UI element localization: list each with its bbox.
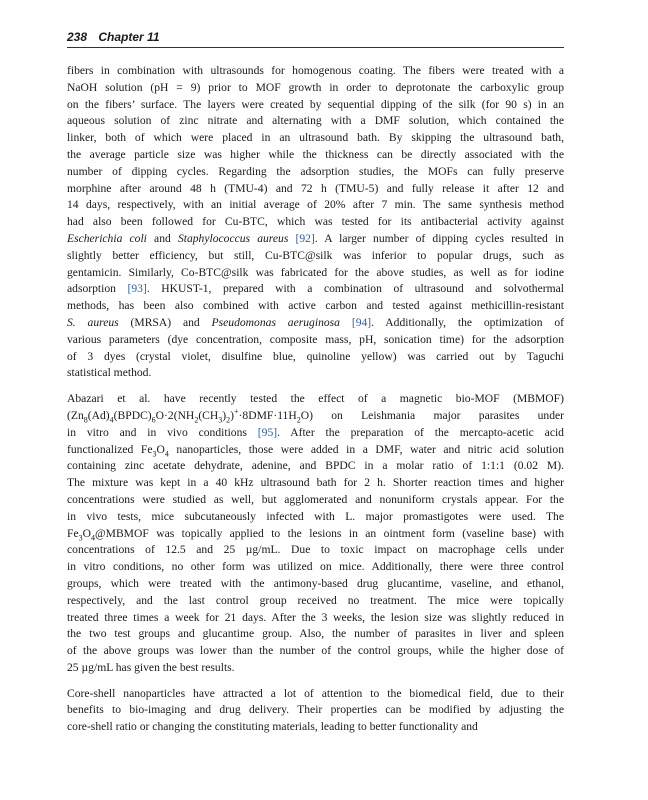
text-line — [67, 593, 564, 610]
text-line — [67, 281, 564, 298]
text-segment: $Fe_3O_4@MBMOF$ was topically applied to the lesions in an ointment form (vaseline base) with — [67, 526, 564, 542]
text-segment: the average particle size was higher while the thickness can be directly associated with the — [67, 147, 564, 161]
text-segment: on the fibers’ surface. The layers were created by sequential dipping of the silk (for 90 s) in an — [67, 97, 564, 111]
text-line — [67, 214, 564, 231]
text-segment: benefits to bio-imaging and drug delivery. Their properties can be modified by adjusting the — [67, 703, 564, 717]
text-segment: 14 days, respectively, with an initial average of 20% after 7 min. The same synthesis method — [67, 198, 564, 212]
text-segment: . Additionally, the optimization of — [371, 315, 564, 329]
text-line — [67, 130, 564, 147]
text-segment: containing zinc acetate dehydrate, adenine, and BPDC in a molar ratio of 1:1:1 (0.02 M). — [67, 459, 564, 473]
text-segment: . HKUST-1, prepared with a combination of ultrasound and solvothermal — [146, 282, 564, 296]
text-line — [67, 559, 564, 576]
text-line — [67, 181, 564, 198]
text-line — [67, 442, 564, 459]
text-segment: methods, has been also combined with active carbon and tested against methicillin-resistant — [67, 299, 564, 313]
citation-link[interactable]: [95] — [257, 425, 278, 439]
text-segment: treated three times a week for 21 days. After the 3 weeks, the lesion size was slightly reduced in — [67, 610, 564, 624]
text-segment: in vivo tests, mice subcutaneously infected with L. major promastigotes were used. The — [67, 509, 564, 523]
text-segment: the two test groups and glucantime group. Also, the number of parasites in liver and spleen — [67, 627, 564, 641]
text-line — [67, 719, 564, 736]
text-segment: respectively, and the last control group received no treatment. The mice were topically — [67, 593, 564, 607]
text-line — [67, 113, 564, 130]
text-segment: Escherichia coli and Staphylococcus aureus — [67, 231, 289, 245]
text-line — [67, 80, 564, 97]
text-line — [67, 702, 564, 719]
text-segment: The mixture was kept in a 40 kHz ultrasound bath for 2 h. Shorter reaction times and higher — [67, 476, 564, 490]
text-line — [67, 231, 564, 248]
text-segment: . A larger number of dipping cycles resulted in — [314, 231, 564, 245]
text-line — [67, 425, 564, 442]
text-segment: of the above groups was lower than the number of the control groups, while the higher dose of — [67, 644, 564, 658]
text-segment: gentamicin. Similarly, Co-BTC@silk was fabricated for the above studies, as well as for iodine — [67, 265, 564, 279]
text-segment: slightly better efficiency, but still, Cu-BTC@silk was inferior to popular drugs, such as — [67, 248, 564, 262]
text-line — [67, 197, 564, 214]
paragraph — [67, 63, 564, 382]
text-segment: functionalized $Fe_3O_4$ nanoparticles, those were added in a DMF, water and nitric acid solution — [67, 442, 564, 458]
text-line — [67, 660, 564, 677]
text-line — [67, 63, 564, 80]
text-line — [67, 315, 564, 332]
text-segment: . After the preparation of the mercapto-acetic acid — [277, 425, 564, 439]
text-segment: Core-shell nanoparticles have attracted a lot of attention to the biomedical field, due to their — [67, 686, 564, 700]
text-line — [67, 643, 564, 660]
paragraph — [67, 686, 564, 736]
text-line — [67, 408, 564, 425]
text-segment: core-shell ratio or changing the constituting materials, leading to better functionality and — [67, 720, 478, 734]
text-segment: various parameters (dye concentration, composite mass, pH, sonication time) for the adsorption — [67, 332, 564, 346]
text-segment: fibers in combination with ultrasounds for homogenous coating. The fibers were treated with a — [67, 64, 564, 77]
text-line — [67, 97, 564, 114]
citation-link[interactable]: [92] — [295, 231, 315, 245]
text-line — [67, 248, 564, 265]
citation-link[interactable]: [93] — [127, 282, 147, 296]
text-line — [67, 365, 564, 382]
text-segment: adsorption — [67, 282, 128, 296]
text-segment: S. aureus (MRSA) and Pseudomonas aeruginosa — [67, 315, 340, 329]
text-line — [67, 526, 564, 543]
text-line — [67, 686, 564, 703]
text-line — [67, 265, 564, 282]
body-text — [67, 63, 564, 745]
text-segment: NaOH solution (pH = 9) prior to MOF growth in order to deprotonate the carboxylic group — [67, 80, 564, 94]
citation-link[interactable]: [94] — [351, 315, 372, 329]
text-segment: had also been followed for Cu-BTC, which was tested for its antibacterial activity against — [67, 215, 564, 229]
text-segment: in vitro and in vivo conditions — [67, 425, 258, 439]
text-segment: concentrations of 12.5 and 25 µg/mL. Due to toxic impact on macrophage cells under — [67, 543, 564, 557]
chapter-title: Chapter 11 — [98, 30, 160, 44]
text-segment: in vitro conditions, no other form was utilized on mice. Additionally, there were three control — [67, 560, 564, 574]
text-segment: number of dipping cycles. Regarding the adsorption studies, the MOFs can fully preserve — [67, 164, 564, 178]
text-line — [67, 610, 564, 627]
text-line — [67, 458, 564, 475]
text-line — [67, 492, 564, 509]
running-header — [67, 30, 564, 48]
text-line — [67, 509, 564, 526]
text-segment: aqueous solution of zinc nitrate and alternating with a DMF solution, which contained the — [67, 114, 564, 128]
text-segment: of 3 dyes (crystal violet, disulfine blue, quinoline yellow) was carried out by Taguchi — [67, 349, 564, 363]
text-line — [67, 626, 564, 643]
paragraph — [67, 391, 564, 677]
text-segment: groups, which were treated with the antimony-based drug glucantime, vaseline, and ethanol, — [67, 576, 564, 590]
text-segment: 25 µg/mL has given the best results. — [67, 660, 235, 674]
text-line — [67, 164, 564, 181]
text-line — [67, 391, 564, 408]
text-line — [67, 576, 564, 593]
text-line — [67, 147, 564, 164]
text-segment: $(Zn_8(Ad)_4(BPDC)_6O\cdot 2(NH_2(CH_3)_2)^+\cdot 8DMF\cdot 11H_2O)$ on Leishmania major parasites under — [67, 407, 564, 425]
text-line — [67, 349, 564, 366]
text-segment: statistical method. — [67, 366, 152, 380]
text-segment: linker, both of which were placed in an ultrasound bath. By skipping the ultrasound bath, — [67, 131, 564, 145]
text-line — [67, 332, 564, 349]
text-line — [67, 298, 564, 315]
text-segment: Abazari et al. have recently tested the effect of a magnetic bio-MOF (MBMOF) — [67, 392, 564, 406]
text-line — [67, 475, 564, 492]
text-segment: concentrations were studied as well, but agglomerated and nonuniform crystals appear. For the — [67, 492, 564, 506]
text-line — [67, 542, 564, 559]
page-number: 238 — [67, 30, 88, 44]
text-segment: morphine after around 48 h (TMU-4) and 72 h (TMU-5) and fully release it after 12 and — [67, 181, 564, 195]
